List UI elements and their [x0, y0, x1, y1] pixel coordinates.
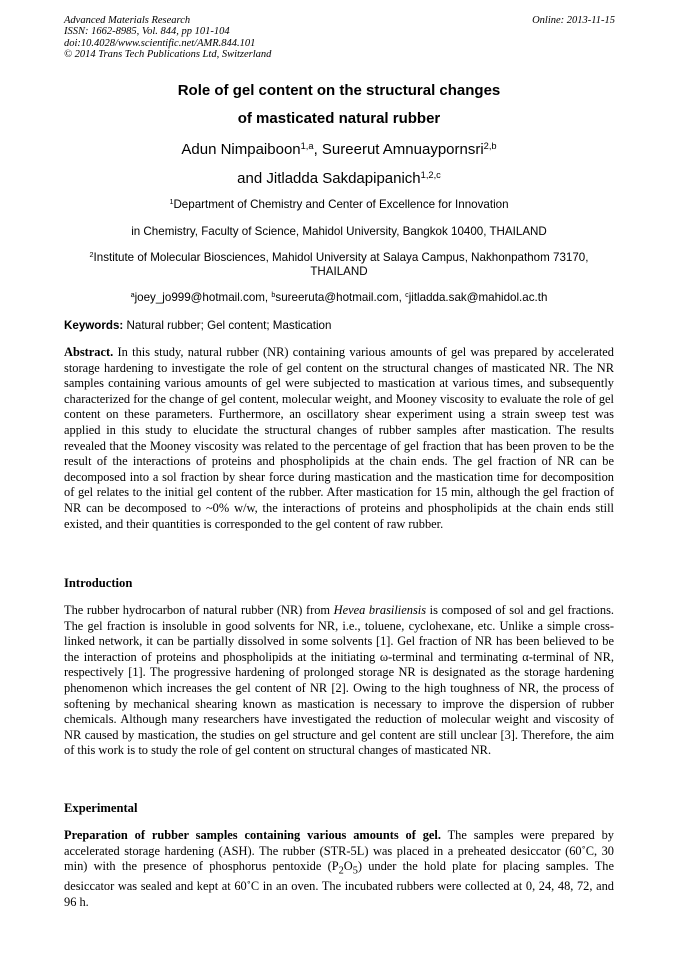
author-name: Jitladda Sakdapipanich — [266, 170, 421, 187]
author-conjunction: and — [237, 170, 263, 187]
affiliation-number: 1 — [169, 197, 174, 207]
doi-line: doi:10.4028/www.scientific.net/AMR.844.101 — [64, 37, 256, 49]
author-superscript: 1,a — [300, 140, 314, 151]
journal-header — [64, 15, 271, 60]
email-superscript: a — [130, 290, 135, 300]
author-name: Sureerut Amnuaypornsri — [321, 141, 484, 158]
paper-title-line-1: Role of gel content on the structural changes — [177, 82, 501, 99]
affiliation-text: Department of Chemistry and Center of Excellence for Innovation — [173, 198, 509, 211]
online-date: Online: 2013-11-15 — [532, 15, 615, 26]
journal-name: Advanced Materials Research — [64, 15, 191, 26]
abstract-paragraph — [64, 345, 614, 532]
authors-line-2 — [64, 170, 614, 188]
keywords-line — [64, 319, 614, 333]
email-link[interactable]: jitladda.sak@mahidol.ac.th — [408, 291, 548, 304]
experimental-text: ) under the hold plate for placing samples. The desiccator was sealed and kept at 60˚C in an oven. The incubated rubbers were collected at 0, 24, 48, 72, and 96 h. — [64, 859, 614, 909]
experimental-heading: Experimental — [64, 801, 138, 815]
author-emails — [64, 291, 614, 305]
experimental-paragraph — [64, 828, 614, 910]
keywords-label: Keywords: — [64, 319, 124, 332]
introduction-heading: Introduction — [64, 576, 133, 590]
authors-line-1: Adun Nimpaiboon$^{1,a}$, Sureerut Amnuaypornsri$^{2,b}$ — [181, 140, 497, 158]
affiliation-1-line-1 — [64, 198, 614, 212]
author-superscript: 2,b — [483, 140, 497, 151]
author-name: Adun Nimpaiboon — [181, 141, 301, 158]
affiliation-2-line-1 — [64, 251, 614, 265]
paper-title-line-2: of masticated natural rubber — [237, 110, 441, 127]
email-superscript: c — [405, 290, 409, 300]
affiliation-1-line-2: in Chemistry, Faculty of Science, Mahidol University, Bangkok 10400, THAILAND — [131, 225, 547, 238]
email-link[interactable]: joey_jo999@hotmail.com, — [134, 291, 269, 304]
affiliation-2-line-2: THAILAND — [310, 265, 368, 278]
introduction-paragraph — [64, 603, 614, 759]
email-superscript: b — [271, 290, 276, 300]
experimental-text: O — [343, 859, 353, 874]
issn-line: ISSN: 1662-8985, Vol. 844, pp 101-104 — [64, 26, 230, 38]
intro-text: is composed of sol and gel fractions. The gel fraction is insoluble in good solvents for NR, i.e., toluene, cyclohexane, etc. Unlike a simple cross-linked network, it can be partially dissolved in some solvents [1]. Gel fraction of NR has been believed to be the interaction of proteins and phospholipids at the initiating ω-terminal and terminating α-terminal of NR, respectively [1]. The progressive hardening of prolonged storage NR is designated as the storage hardening phenomenon which increases the gel content of NR [2]. Owing to the high toughness of NR, the process of softening by mechanical shearing known as mastication is necessary to improve the dispersion of rubber chemicals. Although many researchers have investigated the reduction of molecular weight and viscosity of NR caused by mastication, the studies on gel structure and gel content are still unclear [3]. Therefore, the aim of this work is to study the role of gel content on structural changes of masticated NR. — [64, 603, 614, 758]
experimental-text: The samples were prepared by accelerated storage hardening (ASH). The rubber (STR-5L) was placed in a preheated desiccator (60˚C, 30 min) with the presence of phosphorus pentoxide (P — [64, 828, 614, 874]
author-superscript: 1,2,c — [420, 169, 441, 180]
subscript: 2 — [338, 865, 344, 877]
email-link[interactable]: sureeruta@hotmail.com, — [275, 291, 402, 304]
affiliation-number: 2 — [89, 250, 94, 260]
abstract-text: In this study, natural rubber (NR) containing various amounts of gel was prepared by accelerated storage hardening to investigate the role of gel content on the structural changes of masticated NR. The NR samples containing various amounts of gel were subjected to mastication at various times, and subsequently characterized for the change of gel content, molecular weight, and Mooney viscosity to evaluate the role of gel content on these parameters. Furthermore, an oscillatory shear experiment using a strain sweep test was applied in this study to elucidate the structural changes of rubber samples after mastication. The results revealed that the Mooney viscosity was related to the percentage of gel fraction that has been proven to be the result of the interactions of proteins and phospholipids at the chain ends. The gel fraction of NR can be decomposed into a sol fraction by shear force during mastication and the mastication time for decomposition of gel relates to the initial gel content of the rubber. After mastication for 15 min, although the gel fraction of NR can be decomposed to ~0% w/w, the interactions of proteins and phospholipids at the chain ends still existed, and their quantities is corresponded to the gel content of raw rubber. — [64, 345, 614, 531]
species-name: Hevea brasiliensis — [333, 603, 427, 617]
copyright-line: © 2014 Trans Tech Publications Ltd, Switzerland — [64, 48, 272, 60]
keywords-text: Natural rubber; Gel content; Mastication — [126, 319, 332, 332]
abstract-label: Abstract. — [64, 345, 114, 359]
intro-text: The rubber hydrocarbon of natural rubber (NR) from — [64, 603, 334, 617]
sub-heading: Preparation of rubber samples containing various amounts of gel. — [64, 828, 441, 842]
affiliation-text: Institute of Molecular Biosciences, Mahidol University at Salaya Campus, Nakhonpathom 73170, — [93, 251, 589, 264]
subscript: 5 — [352, 865, 358, 877]
